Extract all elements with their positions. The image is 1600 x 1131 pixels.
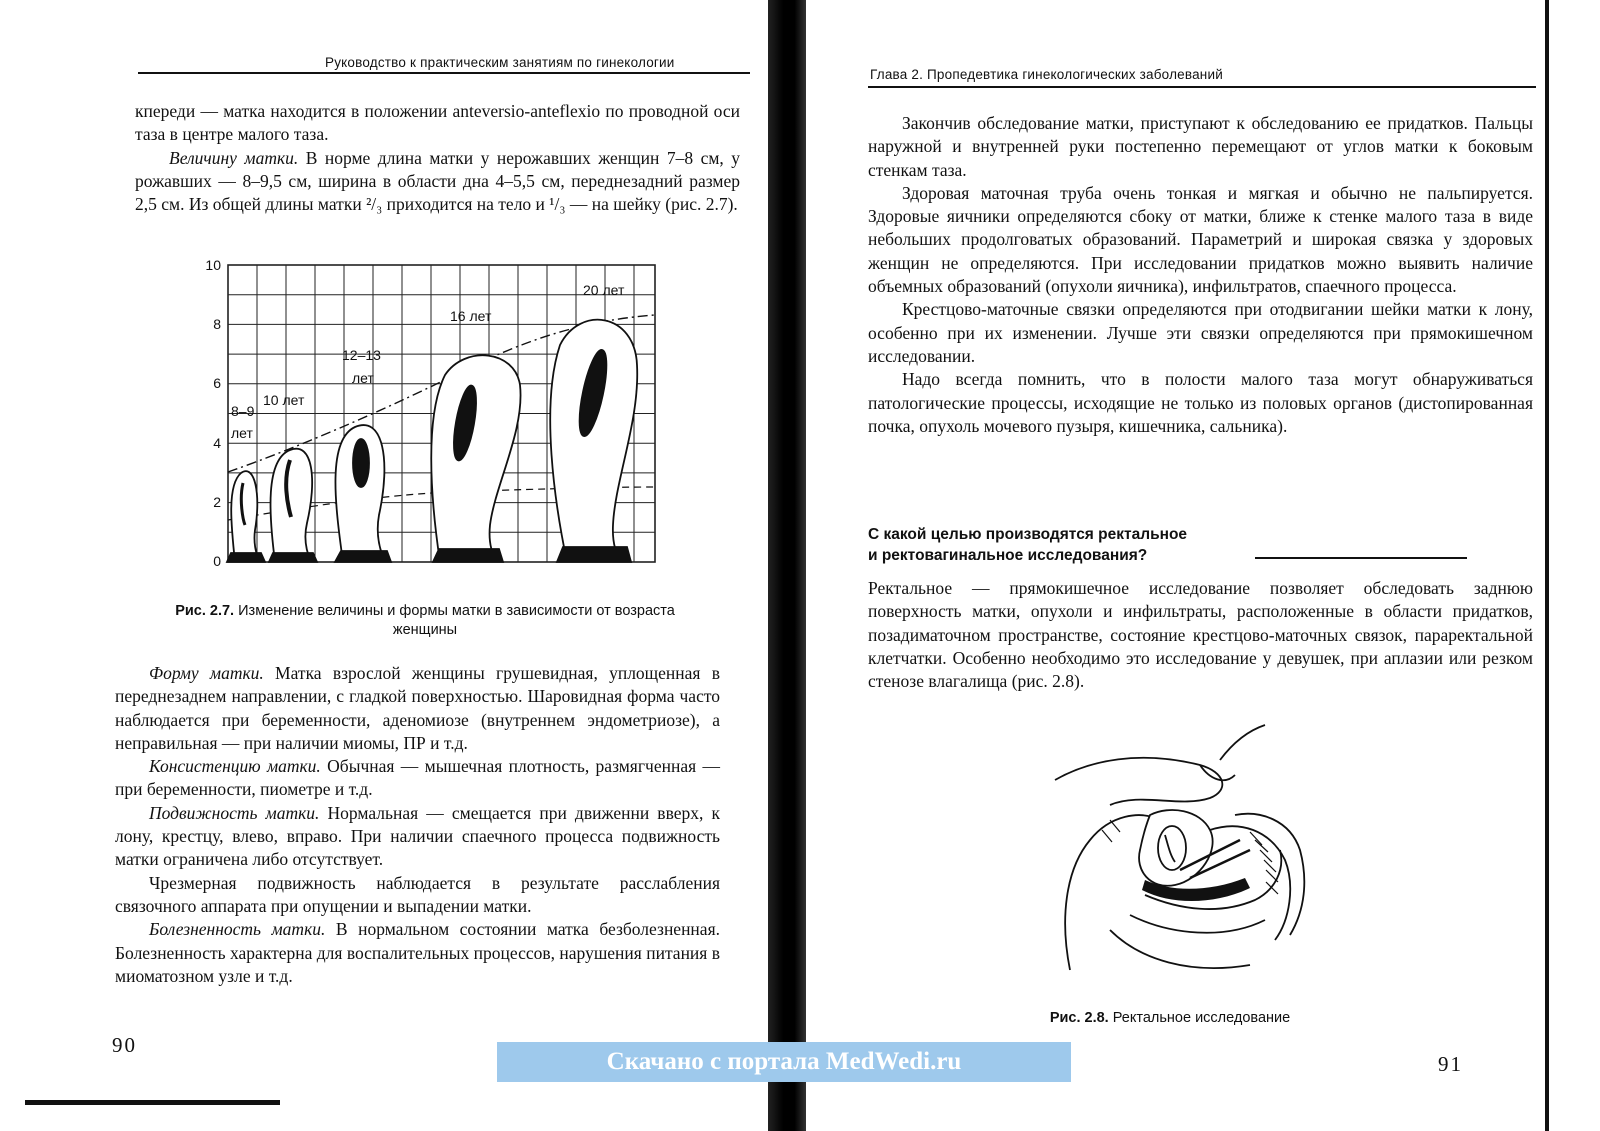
age-label-10: 10 лет	[263, 392, 305, 408]
paragraph-uterus-mobility: Подвижность матки. Нормальная — смещается при движенни вверх, к лону, крестцу, влево, вправо. При наличии спаечного процесса подвижность матки ограничена либо отсутствует.	[115, 802, 720, 870]
y-tick-0: 0	[213, 553, 221, 569]
uterus-20-years	[550, 320, 637, 562]
uterus-10-years	[269, 449, 317, 562]
y-tick-10: 10	[205, 257, 221, 273]
age-label-12-13: 12–13	[342, 347, 381, 363]
uterus-12-13-years	[335, 425, 391, 562]
term-uterus-size: Величину матки.	[169, 147, 299, 168]
age-label-8-9: 8–9	[231, 403, 255, 419]
figure-2-8-caption: Рис. 2.8. Ректальное исследование	[1049, 1010, 1291, 1026]
running-head-left: Руководство к практическим занятиям по гинекологии	[325, 55, 675, 70]
bottom-edge-bar	[25, 1100, 280, 1105]
right-page	[800, 0, 1600, 1131]
left-page	[0, 0, 775, 1131]
page-number-left: 90	[112, 1033, 137, 1057]
right-text-bottom	[868, 577, 1533, 693]
y-tick-2: 2	[213, 494, 221, 510]
age-label-12-13-years: лет	[352, 370, 374, 386]
question-rule	[1255, 557, 1467, 559]
left-text-top	[135, 100, 740, 216]
paragraph-rectal-exam: Ректальное — прямокишечное исследование позволяет обследовать заднюю поверхность матки, опухоли и инфильтраты, расположенные в области придатков, позадиматочном пространстве, состояние крестцово-маточных связок, параректальной клетчатки. Особенно необходимо это исследование у девушек, при аплазии или резком стенозе влагалища (рис. 2.8).	[868, 578, 1533, 692]
header-rule-left	[138, 72, 750, 74]
y-tick-6: 6	[213, 375, 221, 391]
figure-rectal-exam	[1050, 720, 1310, 985]
age-label-16: 16 лет	[450, 308, 492, 324]
age-label-20: 20 лет	[583, 282, 625, 298]
header-rule-right	[868, 86, 1536, 88]
right-page-edge	[1545, 0, 1549, 1131]
y-tick-4: 4	[213, 435, 221, 451]
paragraph-pelvic-processes: Надо всегда помнить, что в полости малого таза могут обнаруживаться патологические процессы, исходящие не только из половых органов (дистопированная почка, опухоль мочевого пузыря, кишечника, сальника).	[868, 369, 1533, 436]
uterus-8-9-years	[227, 471, 265, 562]
paragraph-excessive-mobility: Чрезмерная подвижность наблюдается в результате расслабления связочного аппарата при опущении и выпадении матки.	[115, 872, 720, 916]
figure-2-7-caption: Рис. 2.7. Изменение величины и формы матки в зависимости от возраста женщины	[175, 603, 675, 638]
y-tick-8: 8	[213, 316, 221, 332]
paragraph-healthy-tube: Здоровая маточная труба очень тонкая и мягкая и обычно не пальпируется. Здоровые яичники определяются сбоку от матки, ближе к стенке малого таза в виде небольших продолговатых образований. Параметрий и широкая связка у здоровых женщин не определяются. При исследовании придатков можно выявить наличие объемных образований (опухоли яичника), инфильтратов, спаечного процесса.	[868, 182, 1533, 297]
age-label-8-9-years: лет	[231, 425, 253, 441]
figure-uterus-growth	[195, 255, 665, 585]
figure-2-7-label: Рис. 2.7.	[175, 603, 235, 619]
uterus-16-years	[431, 355, 520, 562]
paragraph-uterus-shape: Форму матки. Матка взрослой женщины грушевидная, уплощенная в переднезаднем направлении, с гладкой поверхностью. Шаровидная форма часто наблюдается при беременности, аденомиозе (внутреннем эндометриозе), а неправильная — при наличии миомы, ПР и т.д.	[115, 663, 721, 753]
running-head-right: Глава 2. Пропедевтика гинекологических заболеваний	[870, 67, 1223, 82]
paragraph-uterus-pain: Болезненность матки. В нормальном состоянии матка безболезненная. Болезненность характерна для воспалительных процессов, нарушения питания в миоматозном узле и т.д.	[115, 919, 720, 986]
paragraph-adnexa-exam: Закончив обследование матки, приступают к обследованию ее придатков. Пальцы наружной и внутренней руки постепенно перемещают от углов матки к боковым стенкам таза.	[868, 113, 1533, 180]
paragraph-uterus-consistency: Консистенцию матки. Обычная — мышечная плотность, размягченная — при беременности, пиометре и т.д.	[115, 756, 720, 800]
question-heading: С какой целью производятся ректальное и ректовагинальное исследования?	[868, 526, 1188, 564]
paragraph-uterus-size: Величину матки. В норме длина матки у нерожавших женщин 7–8 см, у рожавших — 8–9,5 см, ширина в области дна 4–5,5 см, переднезадний размер 2,5 см. Из общей длины матки ²/₃ приходится на тело и ¹/₃ — на шейку (рис. 2.7).	[135, 147, 740, 215]
watermark-banner: Скачано с портала MedWedi.ru	[497, 1042, 1071, 1082]
paragraph-uterus-position: кпереди — матка находится в положении anteversio-anteflexio по проводной оси таза в центре малого таза.	[135, 101, 740, 145]
paragraph-sacrouterine-ligaments: Крестцово-маточные связки определяются при отодвигании шейки матки к лону, особенно при их изменении. Лучше эти связки определяются при прямокишечном исследовании.	[868, 299, 1533, 366]
figure-2-8-label: Рис. 2.8.	[1049, 1010, 1109, 1026]
right-text-top	[868, 112, 1533, 438]
left-text-bottom	[115, 662, 720, 988]
page-number-right: 91	[1438, 1052, 1463, 1076]
